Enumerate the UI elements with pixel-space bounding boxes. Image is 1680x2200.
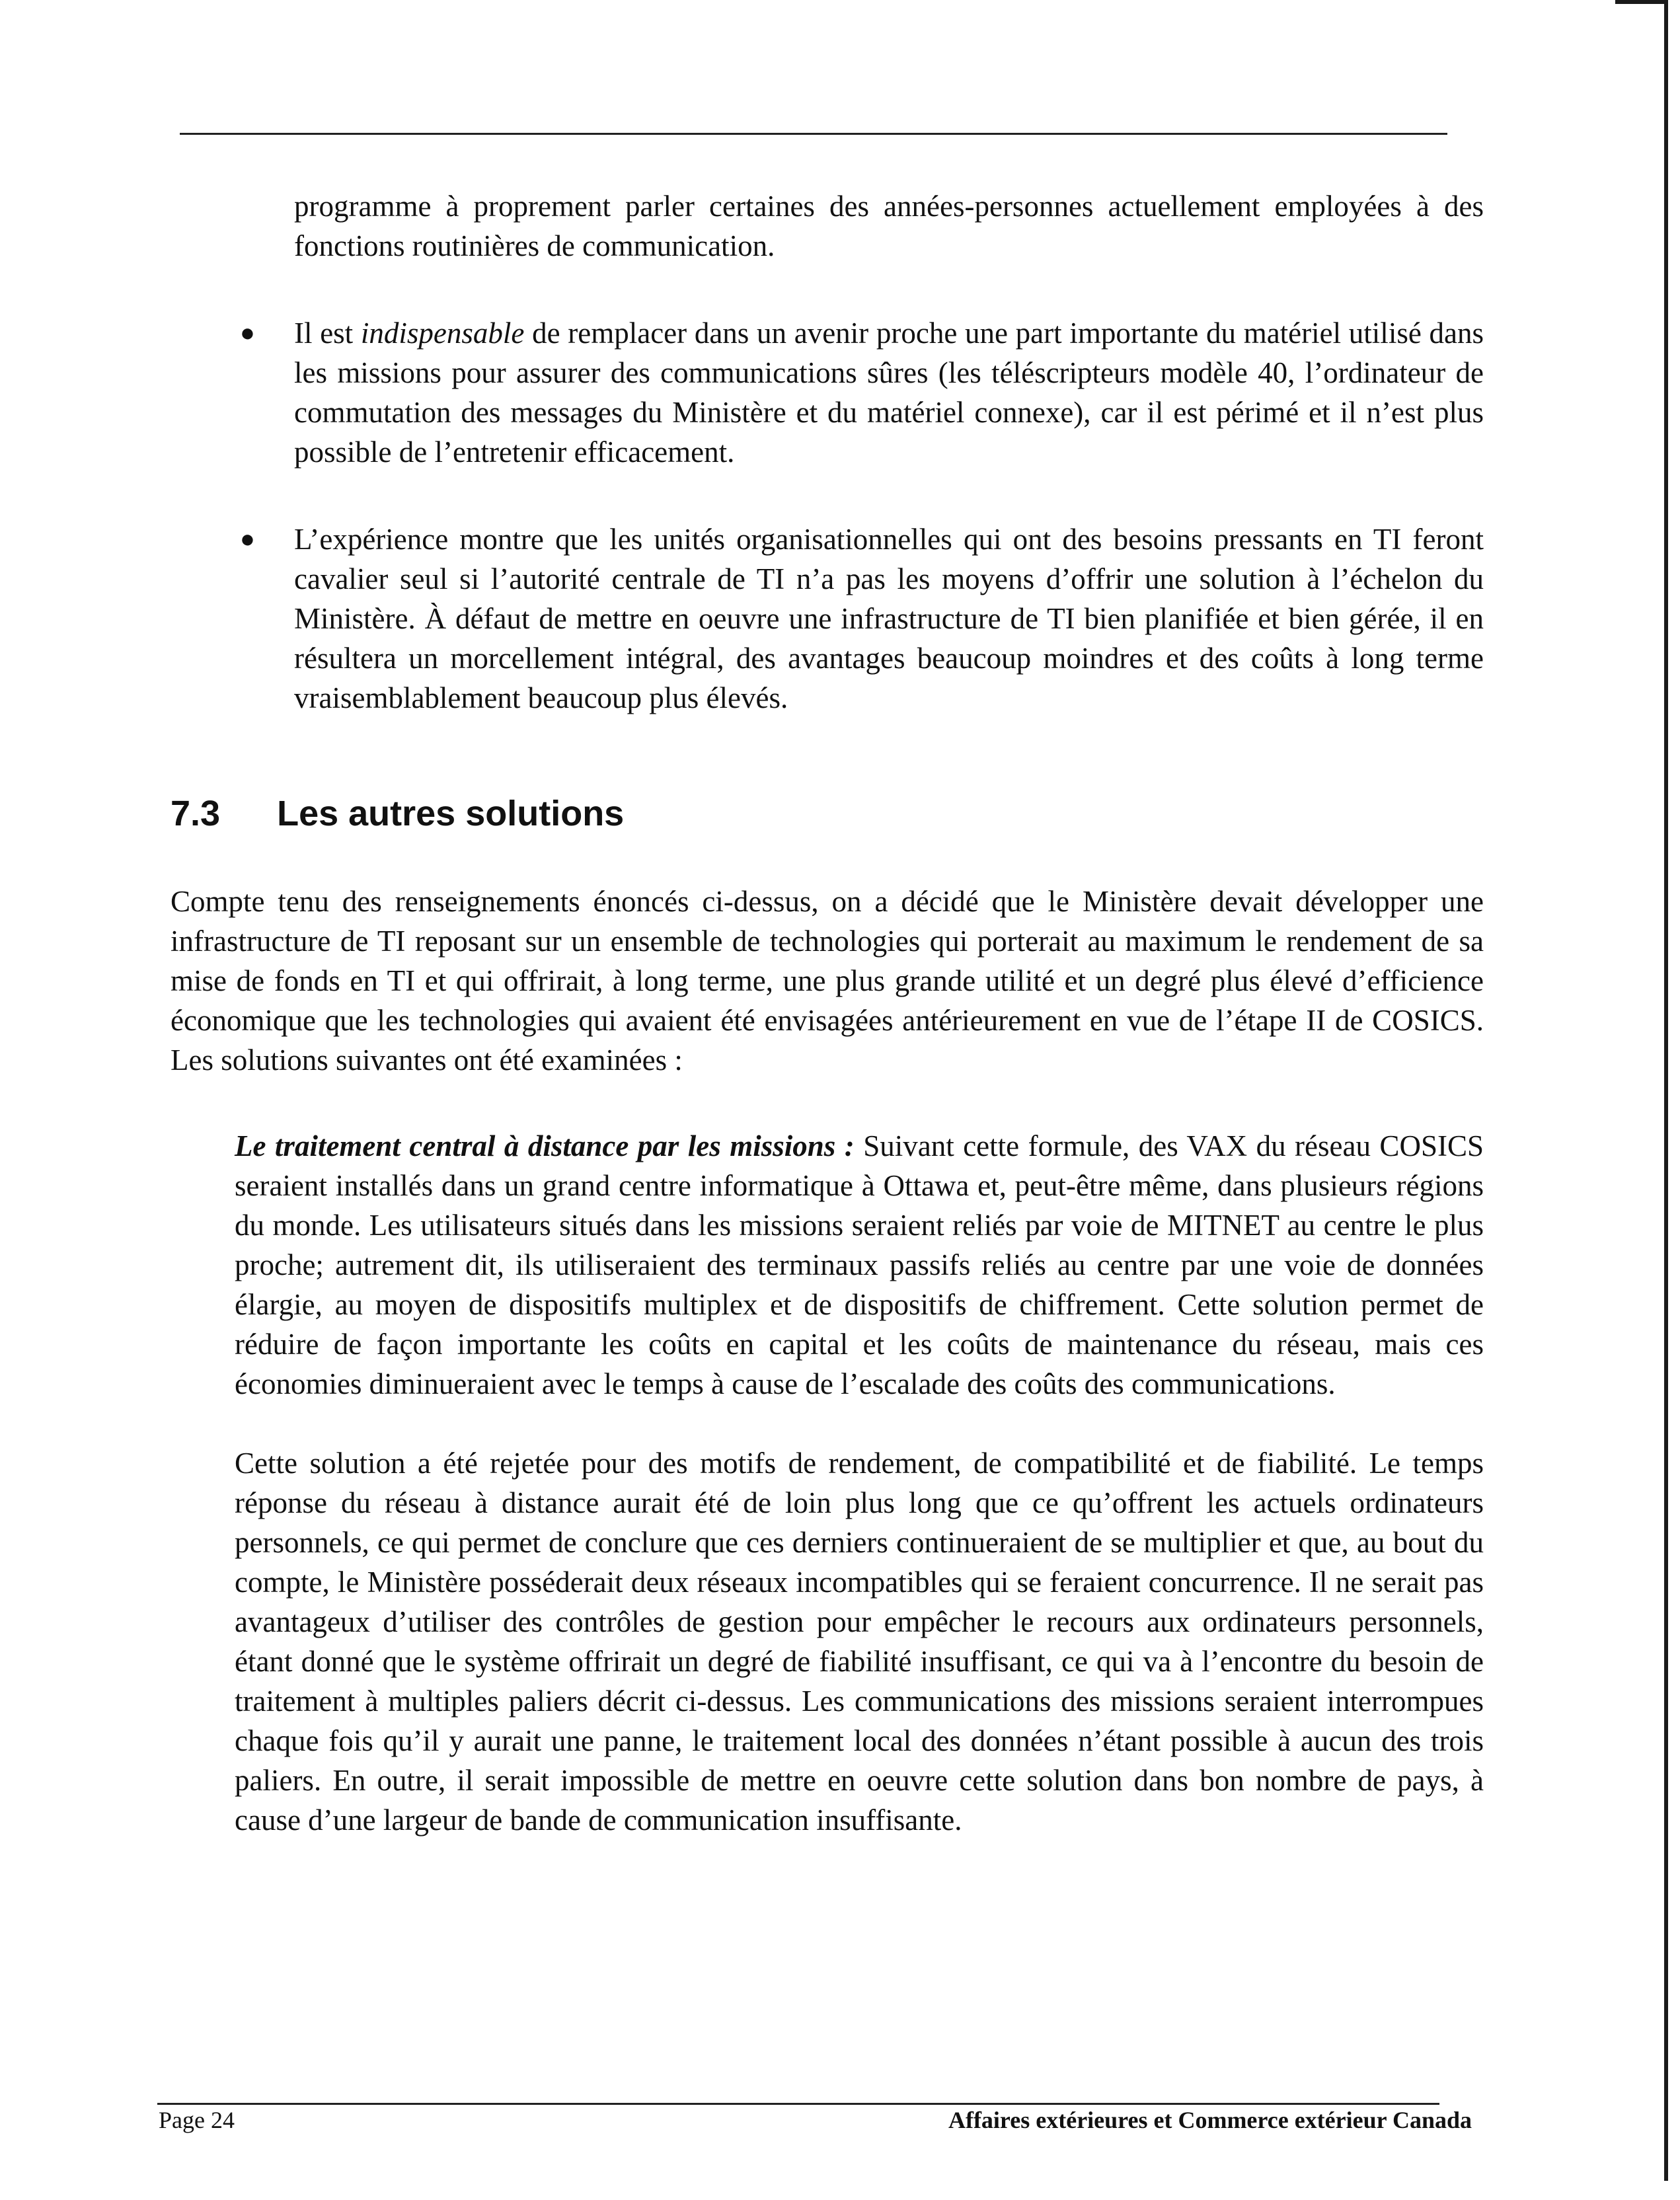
header-rule: [180, 133, 1447, 135]
bullet-item: [240, 519, 1484, 718]
bullet-text: Il est indispensable de remplacer dans un avenir proche une part importante du matériel utilisé dans les missions pour assurer des communications sûres (les téléscripteurs modèle 40, l’ordinateur de commutation des messages du Ministère et du matériel connexe), car il est périmé et il n’est plus possible de l’entretenir efficacement.: [294, 317, 1484, 469]
page-content: [171, 186, 1484, 1840]
option-lead: Le traitement central à distance par les missions :: [235, 1129, 855, 1162]
section-heading: [171, 790, 1484, 837]
scan-edge-top: [1615, 0, 1668, 4]
intro-paragraph: Compte tenu des renseignements énoncés ci-dessus, on a décidé que le Ministère devait développer une infrastructure de TI reposant sur un ensemble de technologies qui porterait au maximum le rendement de sa mise de fonds en TI et qui offrirait, à long terme, une plus grande utilité et un degré plus élevé d’efficience économique que les technologies qui avaient été envisagées antérieurement en vue de l’étape II de COSICS. Les solutions suivantes ont été examinées :: [171, 885, 1484, 1077]
continuation-paragraph: programme à proprement parler certaines des années-personnes actuellement employées à des fonctions routinières de communication.: [294, 190, 1484, 262]
section-number: 7.3: [171, 794, 221, 833]
bullet-icon: ●: [240, 525, 255, 553]
footer-rule: [157, 2103, 1439, 2105]
bullet-item: [240, 313, 1484, 472]
bullet-text: L’expérience montre que les unités organisationnelles qui ont des besoins pressants en TI feront cavalier seul si l’autorité centrale de TI n’a pas les moyens d’offrir une solution à l’échelon du Ministère. À défaut de mettre en oeuvre une infrastructure de TI bien planifiée et bien gérée, il en résultera un morcellement intégral, des avantages beaucoup moindres et des coûts à long terme vraisemblablement beaucoup plus élevés.: [294, 523, 1484, 714]
rejection-paragraph: Cette solution a été rejetée pour des motifs de rendement, de compatibilité et de fiabilité. Le temps réponse du réseau à distance aurait été de loin plus long que ce qu’offrent les actuels ordinateurs personnels, ce qui permet de conclure que ces derniers continueraient de se multiplier et que, au bout du compte, le Ministère posséderait deux réseaux incompatibles qui se feraient concurrence. Il ne serait pas avantageux d’utiliser des contrôles de gestion pour empêcher le recours aux ordinateurs personnels, étant donné que le système offrirait un degré de fiabilité insuffisant, ce qui va à l’encontre du besoin de traitement à multiples paliers décrit ci-dessus. Les communications des missions seraient interrompues chaque fois qu’il y aurait une panne, le traitement local des données n’étant possible à aucun des trois paliers. En outre, il serait impossible de mettre en oeuvre cette solution dans bon nombre de pays, à cause d’une largeur de bande de communication insuffisante.: [235, 1447, 1484, 1837]
section-title: Les autres solutions: [277, 794, 625, 833]
option-paragraph: [235, 1126, 1484, 1404]
scan-edge-right: [1664, 0, 1668, 2181]
page-number: Page 24: [159, 2107, 235, 2133]
footer-organization: Affaires extérieures et Commerce extérieur Canada: [948, 2107, 1472, 2133]
option-text: Suivant cette formule, des VAX du réseau COSICS seraient installés dans un grand centre informatique à Ottawa et, peut-être même, dans plusieurs régions du monde. Les utilisateurs situés dans les missions seraient reliés par voie de MITNET au centre le plus proche; autrement dit, ils utiliseraient des terminaux passifs reliés au centre par une voie de données élargie, au moyen de dispositifs multiplex et de dispositifs de chiffrement. Cette solution permet de réduire de façon importante les coûts en capital et les coûts de maintenance du réseau, mais ces économies diminueraient avec le temps à cause de l’escalade des coûts des communications.: [235, 1129, 1484, 1400]
bullet-icon: ●: [240, 319, 255, 347]
